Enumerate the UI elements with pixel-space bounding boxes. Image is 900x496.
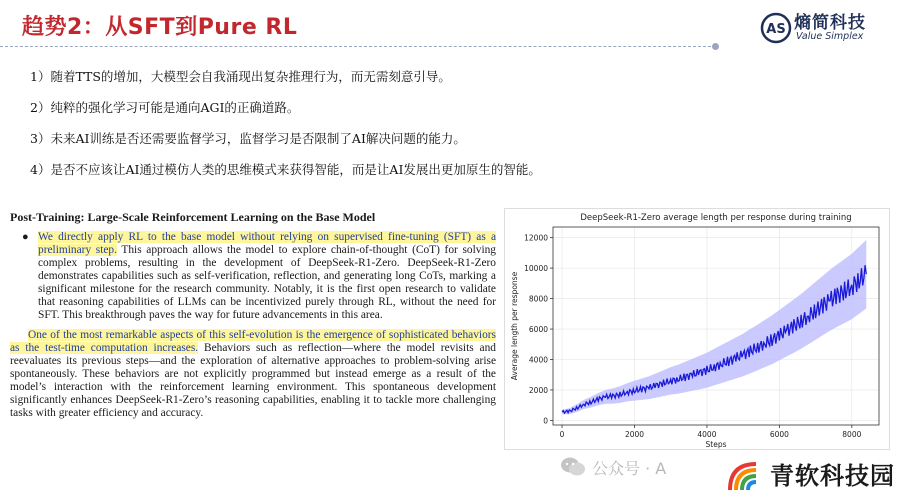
highlighted-text: One of the most remarkable aspects of this self-evolution is the emergence of sophisticated behaviors as the test-time computation increases. xyxy=(10,329,496,354)
paper-paragraph xyxy=(10,329,496,420)
svg-text:AS: AS xyxy=(766,22,786,37)
highlighted-text: We directly apply RL to the base model without relying on supervised fine-tuning (SFT) as a preliminary step. xyxy=(38,231,496,256)
bullet-dot-icon: ● xyxy=(22,231,29,243)
paper-bullet xyxy=(20,231,496,322)
y-tick-label: 6000 xyxy=(528,325,548,335)
trend-bullet-list xyxy=(30,66,630,190)
divider-end-dot xyxy=(712,43,719,50)
x-tick-label: 8000 xyxy=(842,430,862,439)
logo-name-en: Value Simplex xyxy=(796,31,864,42)
page-title: 趋势2：从SFT到Pure RL xyxy=(22,15,298,40)
y-tick-label: 2000 xyxy=(528,385,548,395)
y-tick-label: 12000 xyxy=(524,233,548,243)
y-tick-label: 0 xyxy=(543,416,548,426)
trend-bullet: 4）是否不应该让AI通过模仿人类的思维模式来获得智能，而是让AI发展出更加原生的智能。 xyxy=(30,162,541,177)
confidence-band xyxy=(562,240,866,414)
title-divider xyxy=(0,46,716,47)
footer-watermark xyxy=(556,448,900,496)
logo-name-cn: 熵简科技 xyxy=(794,13,866,33)
wechat-icon xyxy=(560,456,586,478)
x-tick-label: 6000 xyxy=(769,430,789,439)
y-axis-label: Average length per response xyxy=(510,271,519,381)
brand-name: 青软科技园 xyxy=(770,462,895,490)
x-axis-label: Steps xyxy=(705,440,727,449)
x-tick-label: 0 xyxy=(559,430,565,439)
y-tick-label: 10000 xyxy=(524,264,548,274)
value-simplex-logo-icon xyxy=(760,12,792,44)
brand-signal-logo-icon xyxy=(724,450,770,494)
trend-bullet: 3）未来AI训练是否还需要监督学习，监督学习是否限制了AI解决问题的能力。 xyxy=(30,131,466,146)
chart-canvas xyxy=(505,209,889,449)
company-logo xyxy=(760,8,890,48)
trend-bullet: 1）随着TTS的增加，大模型会自我涌现出复杂推理行为，而无需刻意引导。 xyxy=(30,69,451,84)
y-tick-label: 8000 xyxy=(528,294,548,304)
trend-bullet: 2）纯粹的强化学习可能是通向AGI的正确道路。 xyxy=(30,100,300,115)
paper-excerpt xyxy=(10,210,496,420)
y-tick-label: 4000 xyxy=(528,355,548,365)
paper-paragraph-text: Behaviors such as reflection—where the model revisits and reevaluates its previous steps—and the exploration of alternative approaches to problem-solving arise spontaneously. These behaviors are not explicitly programmed but instead emerge as a result of the model’s interaction with the reinforcement learning environment. This spontaneous development significantly enhances DeepSeek-R1-Zero’s reasoning capabilities, enabling it to tackle more challenging tasks with greater efficiency and accuracy. xyxy=(10,342,496,419)
paper-bullet-text: This approach allows the model to explore chain-of-thought (CoT) for solving complex problems, resulting in the development of DeepSeek-R1-Zero. DeepSeek-R1-Zero demonstrates capabilities such as self-verification, reflection, and generating long CoTs, marking a significant milestone for the research community. Notably, it is the first open research to validate that reasoning capabilities of LLMs can be incentivized purely through RL, without the need for SFT. This breakthrough paves the way for future advancements in this area. xyxy=(38,244,496,321)
paper-heading: Post-Training: Large-Scale Reinforcement Learning on the Base Model xyxy=(10,210,376,224)
x-tick-label: 2000 xyxy=(624,430,645,439)
watermark-text: 公众号 · A xyxy=(592,459,667,478)
length-chart xyxy=(504,208,890,450)
chart-title: DeepSeek-R1-Zero average length per response during training xyxy=(580,213,852,223)
x-tick-label: 4000 xyxy=(697,430,717,439)
